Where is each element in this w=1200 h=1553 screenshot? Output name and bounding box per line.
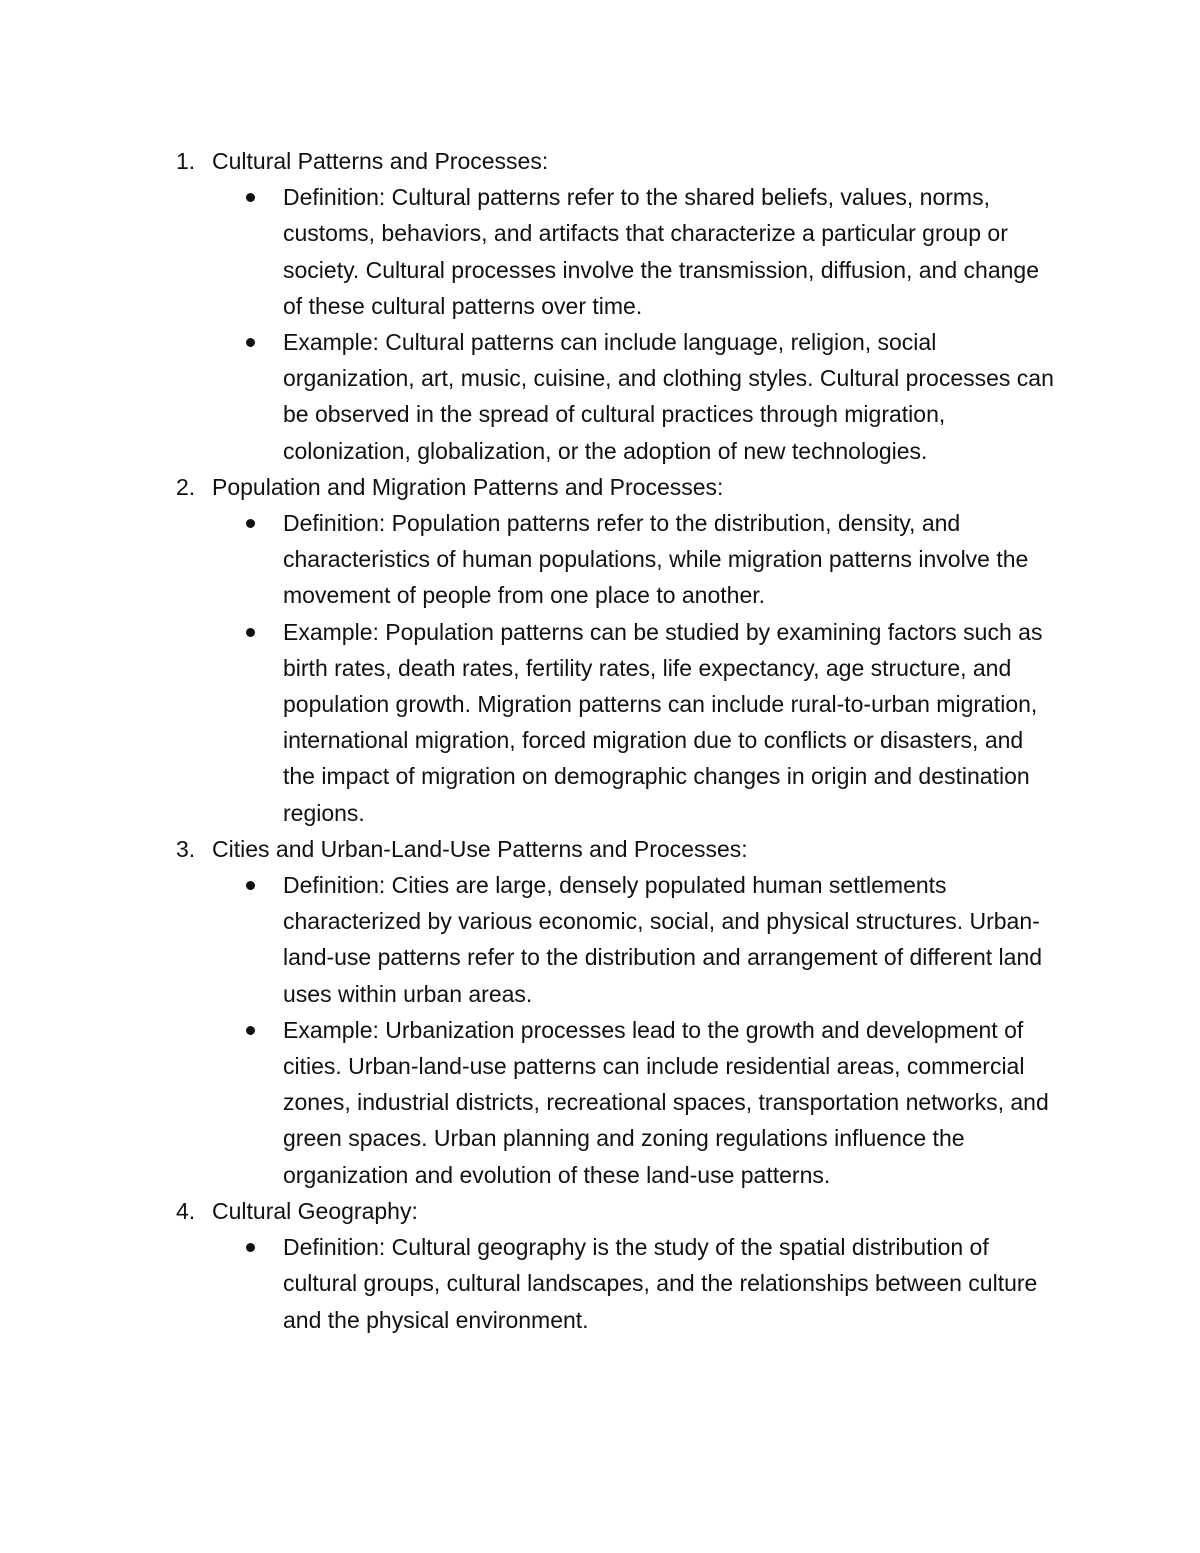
- bullet-list: [176, 179, 1076, 469]
- section-heading: [176, 831, 1076, 867]
- bullet-text: Definition: Cultural patterns refer to the shared beliefs, values, norms, customs, behaviors, and artifacts that characterize a particular group or society. Cultural processes involve the transmission, diffusion, and change of these cultural patterns over time.: [283, 184, 1039, 319]
- bullet-text: Definition: Cultural geography is the study of the spatial distribution of cultural groups, cultural landscapes, and the relationships between culture and the physical environment.: [283, 1234, 1038, 1333]
- section-heading-text: Population and Migration Patterns and Processes:: [212, 473, 724, 500]
- bullet-definition: [283, 505, 1076, 614]
- section-heading: [176, 143, 1076, 179]
- bullet-icon: [246, 519, 255, 528]
- section-heading-text: Cultural Geography:: [212, 1197, 418, 1224]
- outline-section-1: [176, 143, 1076, 469]
- bullet-text: Example: Urbanization processes lead to the growth and development of cities. Urban-land-use patterns can include residential areas, commercial zones, industrial districts, recreational spaces, transportation networks, and green spaces. Urban planning and zoning regulations influence the organization and evolution of these land-use patterns.: [283, 1016, 1049, 1188]
- bullet-icon: [246, 338, 255, 347]
- section-heading: [176, 469, 1076, 505]
- bullet-definition: [283, 1229, 1076, 1338]
- bullet-icon: [246, 193, 255, 202]
- section-heading: [176, 1193, 1076, 1229]
- outline-section-2: [176, 469, 1076, 831]
- bullet-icon: [246, 881, 255, 890]
- bullet-list: [176, 1229, 1076, 1338]
- bullet-icon: [246, 628, 255, 637]
- section-number: 4.: [176, 1197, 196, 1224]
- bullet-icon: [246, 1026, 255, 1035]
- bullet-icon: [246, 1243, 255, 1252]
- bullet-example: [283, 324, 1076, 469]
- section-heading-text: Cities and Urban-Land-Use Patterns and Processes:: [212, 835, 748, 862]
- bullet-definition: [283, 867, 1076, 1012]
- outline-section-3: [176, 831, 1076, 1193]
- bullet-text: Example: Cultural patterns can include language, religion, social organization, art, music, cuisine, and clothing styles. Cultural processes can be observed in the spread of cultural practices through migration, colonization, globalization, or the adoption of new technologies.: [283, 329, 1054, 464]
- bullet-list: [176, 867, 1076, 1193]
- bullet-example: [283, 614, 1076, 831]
- numbered-outline: [176, 143, 1076, 1338]
- section-number: 1.: [176, 148, 196, 174]
- outline-section-4: [176, 1193, 1076, 1338]
- bullet-text: Definition: Population patterns refer to the distribution, density, and characteristics of human populations, while migration patterns involve the movement of people from one place to another.: [283, 510, 1029, 609]
- bullet-example: [283, 1012, 1076, 1193]
- section-number: 3.: [176, 835, 196, 862]
- bullet-text: Definition: Cities are large, densely populated human settlements characterized by various economic, social, and physical structures. Urban-land-use patterns refer to the distribution and arrangement of different land uses within urban areas.: [283, 872, 1043, 1007]
- bullet-definition: [283, 179, 1076, 324]
- bullet-text: Example: Population patterns can be studied by examining factors such as birth rates, death rates, fertility rates, life expectancy, age structure, and population growth. Migration patterns can include rural-to-urban migration, international migration, forced migration due to conflicts or disasters, and the impact of migration on demographic changes in origin and destination regions.: [283, 618, 1043, 826]
- section-heading-text: Cultural Patterns and Processes:: [212, 148, 549, 174]
- bullet-list: [176, 505, 1076, 831]
- section-number: 2.: [176, 473, 196, 500]
